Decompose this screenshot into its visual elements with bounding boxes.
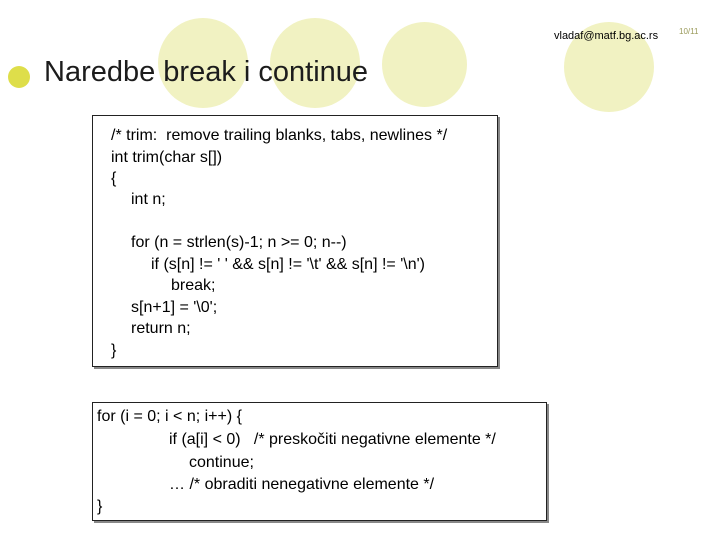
code-line: for (i = 0; i < n; i++) { [97, 408, 242, 425]
page-number: 10/11 [679, 27, 699, 36]
code-line: if (a[i] < 0) /* preskočiti negativne elemente */ [169, 431, 496, 448]
decor-circle [382, 22, 467, 107]
code-line: if (s[n] != ' ' && s[n] != '\t' && s[n] != '\n') [151, 256, 425, 273]
author-email: vladaf@matf.bg.ac.rs [554, 30, 659, 42]
code-line: { [111, 170, 117, 187]
slide-title: Naredbe break i continue [44, 56, 369, 88]
code-block-continue [92, 402, 547, 521]
code-line: return n; [131, 320, 191, 337]
code-line: int n; [131, 191, 166, 208]
code-line: /* trim: remove trailing blanks, tabs, newlines */ [111, 127, 448, 144]
code-line: s[n+1] = '\0'; [131, 299, 218, 316]
code-line: } [111, 342, 117, 359]
code-line: } [97, 498, 103, 515]
code-line: int trim(char s[]) [111, 149, 223, 166]
code-line: … /* obraditi nenegativne elemente */ [169, 476, 435, 493]
code-line: for (n = strlen(s)-1; n >= 0; n--) [131, 234, 347, 251]
code-line: continue; [189, 454, 254, 471]
title-bullet-icon [8, 66, 30, 88]
code-block-trim [92, 115, 498, 367]
code-line: break; [171, 277, 216, 294]
